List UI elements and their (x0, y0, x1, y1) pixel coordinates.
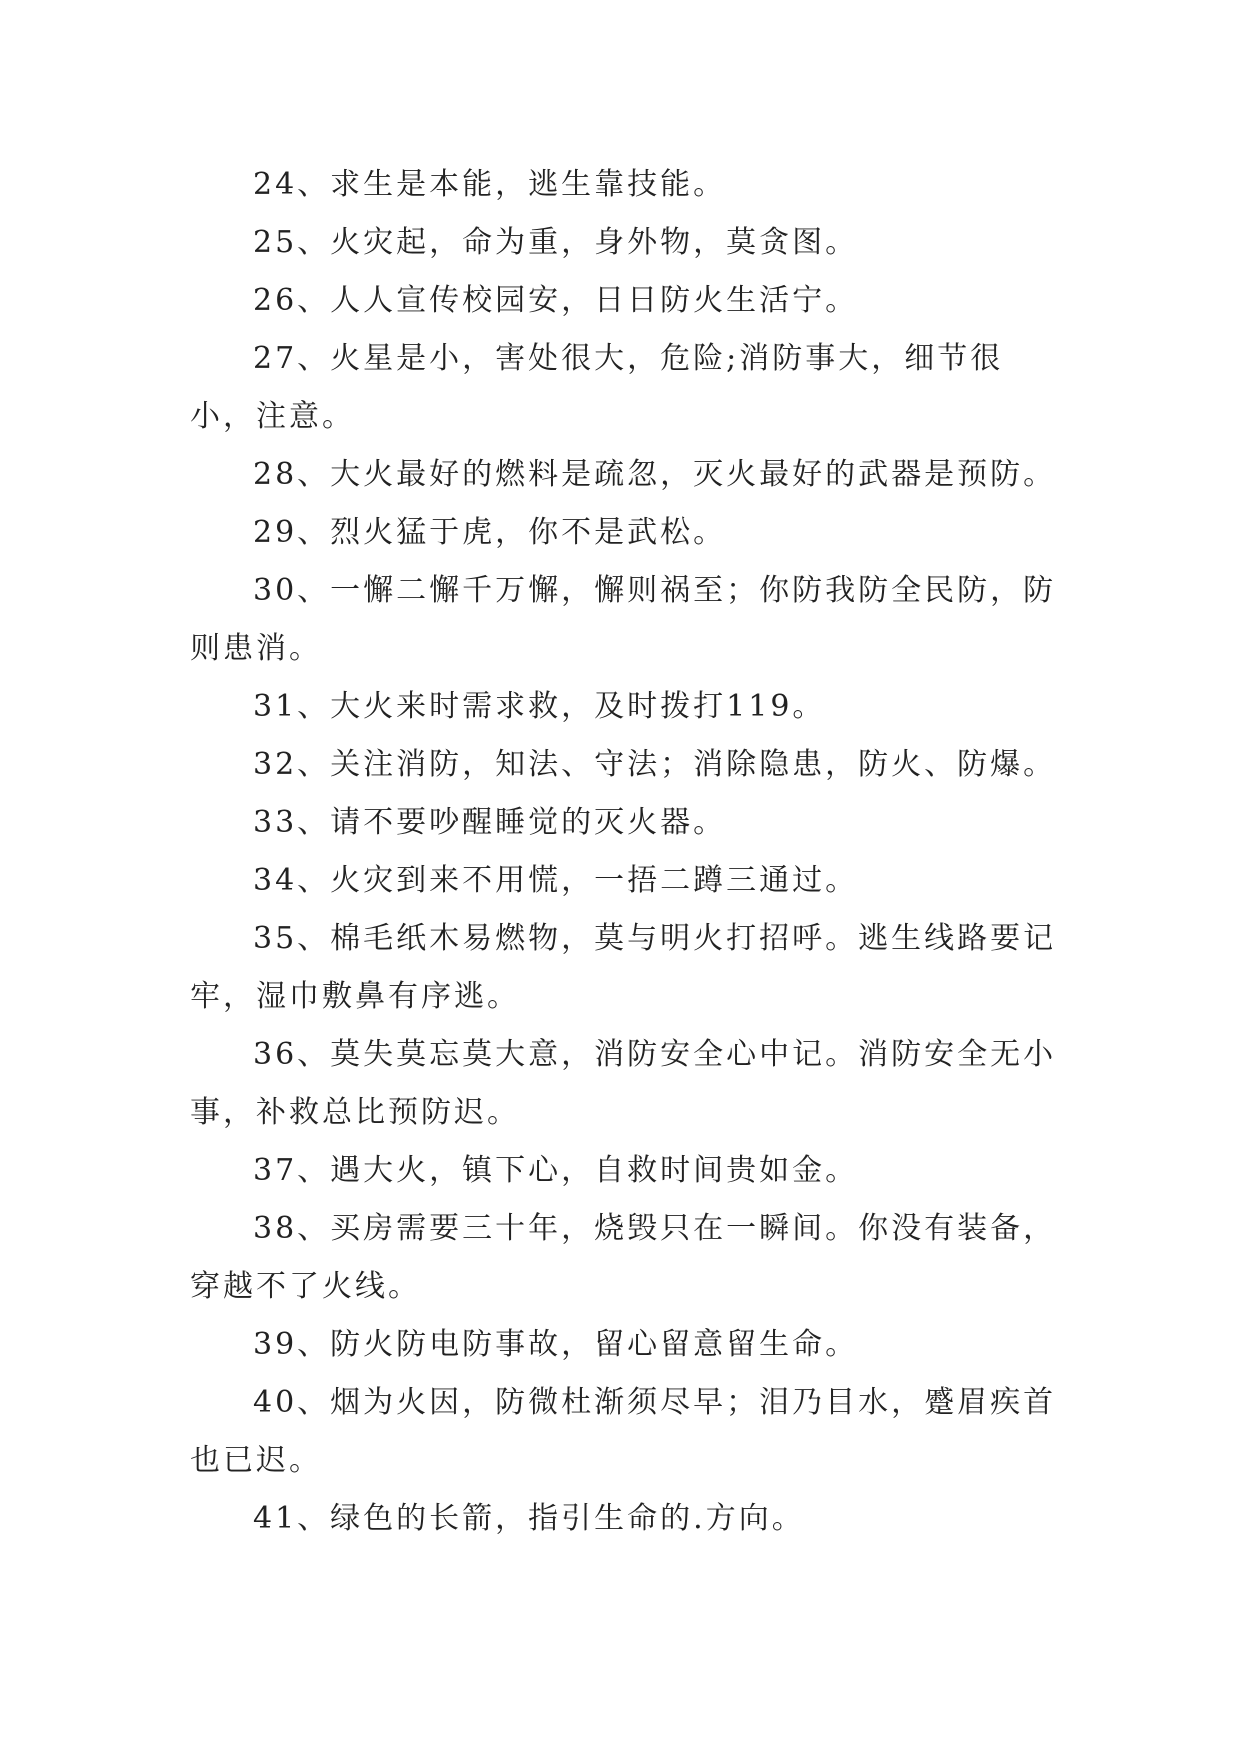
slogan-item-26: 26、人人宣传校园安，日日防火生活宁。 (253, 283, 859, 318)
slogan-item-36: 36、莫失莫忘莫大意，消防安全心中记。消防安全无小事，补救总比预防迟。 (190, 1037, 1057, 1130)
slogan-item-28: 28、大火最好的燃料是疏忽，灭火最好的武器是预防。 (253, 457, 1057, 492)
slogan-item-33: 33、请不要吵醒睡觉的灭火器。 (253, 805, 727, 840)
slogan-item-24: 24、求生是本能，逃生靠技能。 (253, 167, 727, 202)
slogan-item-31: 31、大火来时需求救，及时拨打119。 (253, 689, 826, 724)
slogan-item-30: 30、一懈二懈千万懈，懈则祸至；你防我防全民防，防则患消。 (190, 573, 1057, 666)
document-body (190, 156, 1060, 1548)
slogan-item-37: 37、遇大火，镇下心，自救时间贵如金。 (253, 1153, 859, 1188)
slogan-item-25: 25、火灾起，命为重，身外物，莫贪图。 (253, 225, 859, 260)
slogan-item-32: 32、关注消防，知法、守法；消除隐患，防火、防爆。 (253, 747, 1057, 782)
slogan-item-35: 35、棉毛纸木易燃物，莫与明火打招呼。逃生线路要记牢，湿巾敷鼻有序逃。 (190, 921, 1057, 1014)
slogan-item-38: 38、买房需要三十年，烧毁只在一瞬间。你没有装备，穿越不了火线。 (190, 1211, 1057, 1304)
slogan-item-39: 39、防火防电防事故，留心留意留生命。 (253, 1327, 859, 1362)
slogan-item-40: 40、烟为火因，防微杜渐须尽早；泪乃目水，蹙眉疾首也已迟。 (190, 1385, 1057, 1478)
slogan-item-34: 34、火灾到来不用慌，一捂二蹲三通过。 (253, 863, 859, 898)
slogan-item-29: 29、烈火猛于虎，你不是武松。 (253, 515, 727, 550)
slogan-item-41: 41、绿色的长箭，指引生命的.方向。 (253, 1501, 805, 1536)
slogan-item-27: 27、火星是小，害处很大，危险;消防事大，细节很小，注意。 (190, 341, 1004, 434)
